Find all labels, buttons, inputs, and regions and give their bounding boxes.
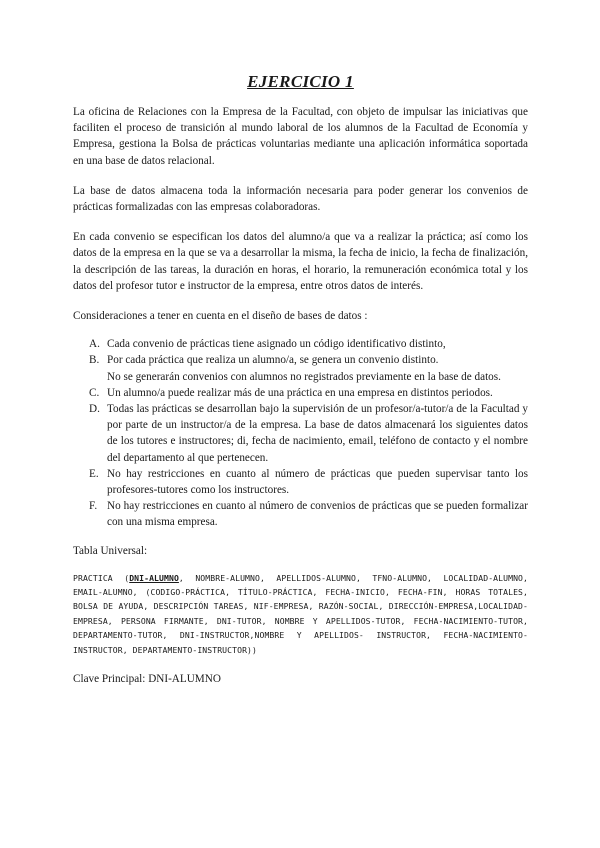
list-item [73,401,528,466]
list-item [73,336,528,352]
list-marker: A. [89,338,100,351]
schema-prefix: PRACTICA ( [73,572,130,583]
list-item-text: Todas las prácticas se desarrollan bajo la supervisión de un profesor/a-tutor/a de la Facultad y por parte de un instructor/a de la empresa. La base de datos almacenará los siguientes datos de los tutores e instructores; di, fecha de nacimiento, email, teléfono de contacto y el nombre del departamento al que pertenecen. [107,403,528,464]
schema-primary-key: DNI-ALUMNO [129,572,179,583]
list-item-text: No hay restricciones en cuanto al número de convenios de prácticas que se pueden formalizar con una misma empresa. [107,500,528,529]
list-item-text: No hay restricciones en cuanto al número de prácticas que pueden supervisar tanto los profesores-tutores como los instructores. [107,467,528,497]
list-item [73,498,528,530]
considerations-list [73,336,528,530]
list-item-text-continued: No se generarán convenios con alumnos no registrados previamente en la base de datos. [107,370,501,383]
list-item [73,352,528,384]
list-item-text: Por cada práctica que realiza un alumno/a, se genera un convenio distinto. [107,354,439,367]
paragraph-intro: La oficina de Relaciones con la Empresa de la Facultad, con objeto de impulsar las iniciativas que faciliten el proceso de transición al mundo laboral de los alumnos de la Facultad de Economía y Empresa, gestiona la Bolsa de prácticas voluntarias mediante una aplicación informática soportada en una base de datos relacional. [73,106,528,167]
document-page [73,72,528,687]
list-item-text: Cada convenio de prácticas tiene asignado un código identificativo distinto, [107,338,446,351]
considerations-intro: Consideraciones a tener en cuenta en el diseño de bases de datos : [73,310,368,323]
page-title: EJERCICIO 1 [247,72,354,91]
list-marker: B. [89,354,100,367]
list-marker: E. [89,467,99,480]
schema-attributes: , NOMBRE-ALUMNO, APELLIDOS-ALUMNO, TFNO-ALUMNO, LOCALIDAD-ALUMNO, EMAIL-ALUMNO, (CODIGO-PRÁCTICA, TÍTULO-PRÁCTICA, FECHA-INICIO, FECHA-FIN, HORAS TOTALES, BOLSA DE AYUDA, DESCRIPCIÓN TAREAS, NIF-EMPRESA, RAZÓN-SOCIAL, DIRECCIÓN-EMPRESA,LOCALIDAD-EMPRESA, PERSONA FIRMANTE, DNI-TUTOR, NOMBRE Y APELLIDOS-TUTOR, FECHA-NACIMIENTO-TUTOR, DEPARTAMENTO-TUTOR, DNI-INSTRUCTOR,NOMBRE Y APELLIDOS- INSTRUCTOR, FECHA-NACIMIENTO-INSTRUCTOR, DEPARTAMENTO-INSTRUCTOR)) [73,572,528,655]
paragraph-convenio: En cada convenio se especifican los datos del alumno/a que va a realizar la práctica; así como los datos de la empresa en la que se va a desarrollar la misma, la fecha de inicio, la fecha de finalización, la descripción de las tareas, la duración en horas, el horario, la remuneración económica total y los datos del profesor tutor e instructor de la empresa, entre otros datos de interés. [73,231,528,292]
primary-key-line: Clave Principal: DNI-ALUMNO [73,673,221,686]
list-item [73,385,528,401]
universal-table-label: Tabla Universal: [73,544,148,557]
list-marker: F. [89,500,98,513]
list-item-text: Un alumno/a puede realizar más de una práctica en una empresa en distintos periodos. [107,386,493,399]
paragraph-database: La base de datos almacena toda la información necesaria para poder generar los convenios de prácticas formalizadas con las empresas colaboradoras. [73,184,528,214]
list-item [73,466,528,498]
universal-table-schema [73,571,528,657]
list-marker: C. [89,386,100,399]
list-marker: D. [89,403,100,416]
